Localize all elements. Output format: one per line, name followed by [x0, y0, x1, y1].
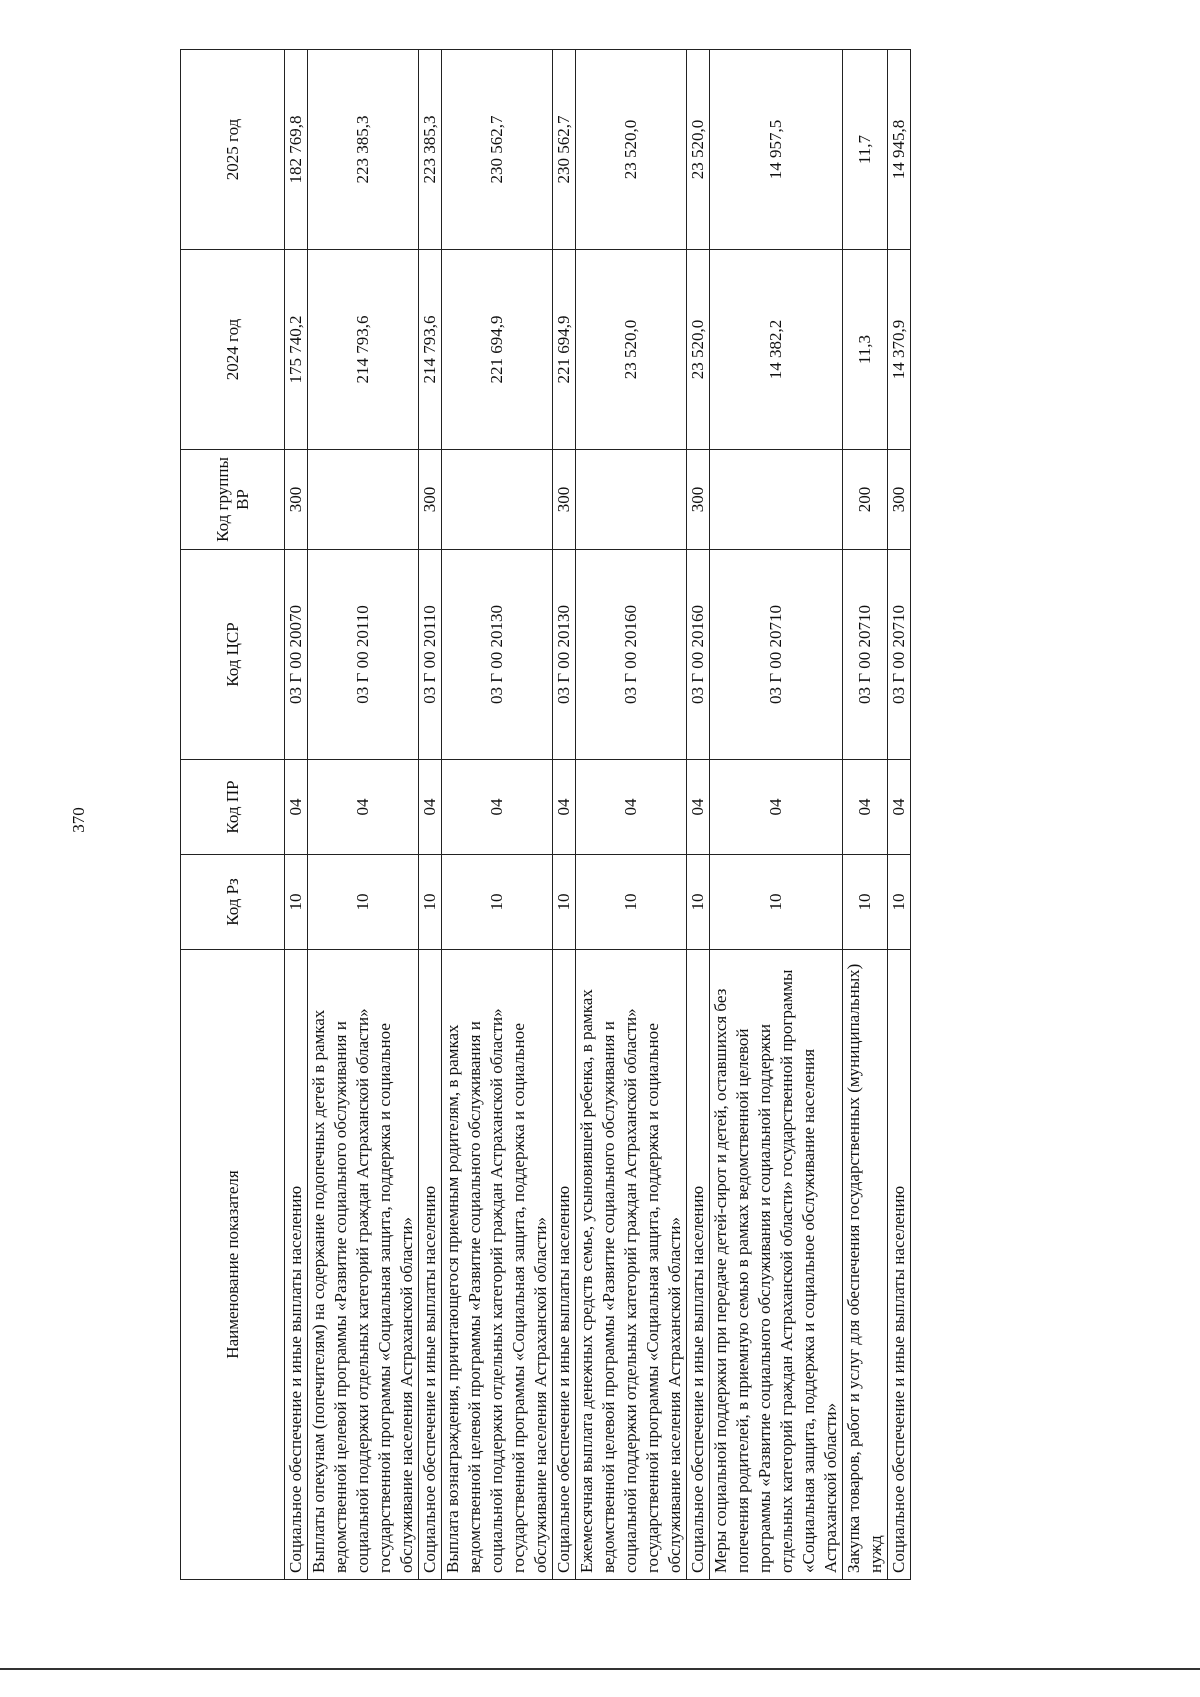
- header-pr: Код ПР: [181, 760, 285, 855]
- cell-name: Выплата вознаграждения, причитающегося приемным родителям, в рамках ведомственной целевой программы «Развитие социального обслуживания и социальной поддержки отдельных категорий граждан Астраханской области» государственной программы «Социальная защита, поддержка и социальное обслуживание населения Астраханской области»: [442, 950, 553, 1580]
- header-2025: 2025 год: [181, 50, 285, 250]
- cell-2024: 23 520,0: [687, 250, 710, 450]
- cell-rz: 10: [576, 855, 687, 950]
- header-csr: Код ЦСР: [181, 550, 285, 760]
- cell-2025: 182 769,8: [285, 50, 308, 250]
- cell-2025: 23 520,0: [687, 50, 710, 250]
- header-name: Наименование показателя: [181, 950, 285, 1580]
- cell-2024: 23 520,0: [576, 250, 687, 450]
- cell-rz: 10: [419, 855, 442, 950]
- cell-vr: [576, 450, 687, 550]
- cell-name: Социальное обеспечение и иные выплаты населению: [888, 950, 911, 1580]
- cell-rz: 10: [308, 855, 419, 950]
- header-rz: Код Рз: [181, 855, 285, 950]
- table-row: [576, 50, 687, 1580]
- cell-name: Социальное обеспечение и иные выплаты населению: [687, 950, 710, 1580]
- cell-pr: 04: [576, 760, 687, 855]
- table-row: [710, 50, 843, 1580]
- cell-vr: [710, 450, 843, 550]
- cell-name: Ежемесячная выплата денежных средств семье, усыновившей ребенка, в рамках ведомственной целевой программы «Развитие социального обслуживания и социальной поддержки отдельных категорий граждан Астраханской области» государственной программы «Социальная защита, поддержка и социальное обслуживание населения Астраханской области»: [576, 950, 687, 1580]
- cell-pr: 04: [888, 760, 911, 855]
- cell-2024: 14 382,2: [710, 250, 843, 450]
- cell-name: Меры социальной поддержки при передаче детей-сирот и детей, оставшихся без попечения родителей, в приемную семью в рамках ведомственной целевой программы «Развитие социального обслуживания и социальной поддержки отдельных категорий граждан Астраханской области» государственной программы «Социальная защита, поддержка и социальное обслуживание населения Астраханской области»: [710, 950, 843, 1580]
- table-row: [285, 50, 308, 1580]
- cell-2024: 11,3: [843, 250, 888, 450]
- cell-name: Социальное обеспечение и иные выплаты населению: [285, 950, 308, 1580]
- cell-vr: 200: [843, 450, 888, 550]
- table-row: [419, 50, 442, 1580]
- cell-csr: 03 Г 00 20710: [710, 550, 843, 760]
- cell-csr: 03 Г 00 20710: [888, 550, 911, 760]
- rotated-budget-table-container: [180, 50, 1080, 1580]
- cell-2024: 221 694,9: [442, 250, 553, 450]
- cell-pr: 04: [285, 760, 308, 855]
- table-row: [687, 50, 710, 1580]
- cell-csr: 03 Г 00 20710: [843, 550, 888, 760]
- table-row: [442, 50, 553, 1580]
- page-bottom-rule: [0, 1668, 1200, 1670]
- cell-pr: 04: [710, 760, 843, 855]
- cell-vr: 300: [888, 450, 911, 550]
- cell-rz: 10: [285, 855, 308, 950]
- cell-vr: 300: [419, 450, 442, 550]
- cell-name: Выплаты опекунам (попечителям) на содержание подопечных детей в рамках ведомственной целевой программы «Развитие социального обслуживания и социальной поддержки отдельных категорий граждан Астраханской области» государственной программы «Социальная защита, поддержка и социальное обслуживание населения Астраханской области»: [308, 950, 419, 1580]
- cell-csr: 03 Г 00 20160: [687, 550, 710, 760]
- cell-2025: 223 385,3: [308, 50, 419, 250]
- cell-pr: 04: [419, 760, 442, 855]
- header-vr: Код группы ВР: [181, 450, 285, 550]
- table-row: [553, 50, 576, 1580]
- cell-2025: 23 520,0: [576, 50, 687, 250]
- cell-2025: 11,7: [843, 50, 888, 250]
- cell-name: Социальное обеспечение и иные выплаты населению: [553, 950, 576, 1580]
- cell-rz: 10: [553, 855, 576, 950]
- cell-pr: 04: [308, 760, 419, 855]
- page-number: 370: [69, 807, 88, 833]
- cell-name: Закупка товаров, работ и услуг для обеспечения государственных (муниципальных) нужд: [843, 950, 888, 1580]
- cell-2025: 230 562,7: [442, 50, 553, 250]
- budget-table: [180, 49, 911, 1580]
- cell-pr: 04: [442, 760, 553, 855]
- cell-2024: 221 694,9: [553, 250, 576, 450]
- cell-rz: 10: [888, 855, 911, 950]
- cell-csr: 03 Г 00 20130: [442, 550, 553, 760]
- cell-vr: 300: [687, 450, 710, 550]
- cell-2025: 14 957,5: [710, 50, 843, 250]
- cell-rz: 10: [687, 855, 710, 950]
- cell-csr: 03 Г 00 20130: [553, 550, 576, 760]
- cell-2025: 223 385,3: [419, 50, 442, 250]
- cell-pr: 04: [843, 760, 888, 855]
- cell-name: Социальное обеспечение и иные выплаты населению: [419, 950, 442, 1580]
- header-2024: 2024 год: [181, 250, 285, 450]
- cell-pr: 04: [553, 760, 576, 855]
- cell-rz: 10: [710, 855, 843, 950]
- cell-vr: [442, 450, 553, 550]
- cell-vr: 300: [553, 450, 576, 550]
- cell-rz: 10: [843, 855, 888, 950]
- table-row: [843, 50, 888, 1580]
- cell-2024: 214 793,6: [419, 250, 442, 450]
- cell-pr: 04: [687, 760, 710, 855]
- cell-2024: 214 793,6: [308, 250, 419, 450]
- cell-csr: 03 Г 00 20160: [576, 550, 687, 760]
- table-row: [308, 50, 419, 1580]
- cell-2024: 14 370,9: [888, 250, 911, 450]
- cell-csr: 03 Г 00 20070: [285, 550, 308, 760]
- cell-vr: 300: [285, 450, 308, 550]
- table-header-row: [181, 50, 285, 1580]
- cell-2025: 230 562,7: [553, 50, 576, 250]
- cell-rz: 10: [442, 855, 553, 950]
- cell-2024: 175 740,2: [285, 250, 308, 450]
- cell-csr: 03 Г 00 20110: [419, 550, 442, 760]
- cell-vr: [308, 450, 419, 550]
- table-row: [888, 50, 911, 1580]
- cell-2025: 14 945,8: [888, 50, 911, 250]
- cell-csr: 03 Г 00 20110: [308, 550, 419, 760]
